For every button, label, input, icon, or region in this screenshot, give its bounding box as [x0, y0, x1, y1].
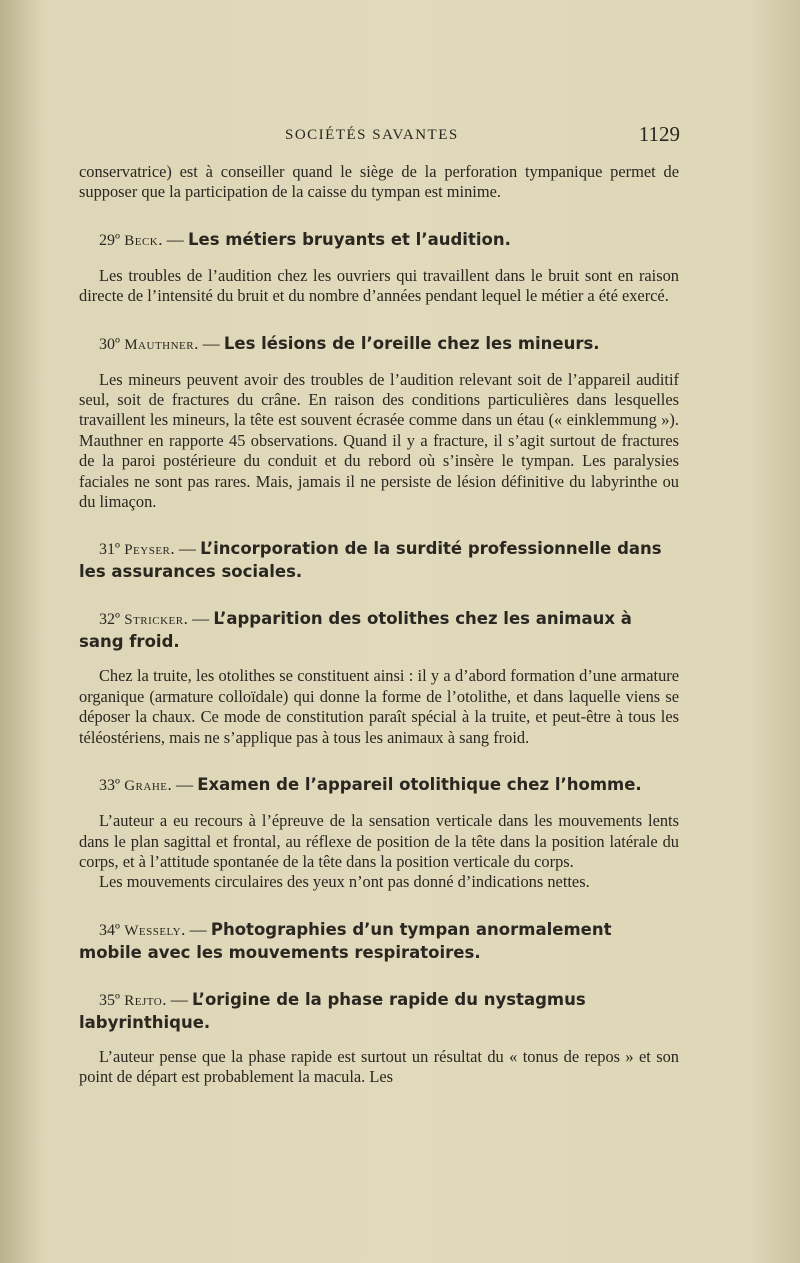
- section-author: Grahe: [124, 778, 168, 795]
- section-paragraph: Chez la truite, les otolithes se constituent ainsi : il y a d’abord formation d’une armature organique (armature colloïdale) qui donne la forme de l’otolithe, et dans laquelle viens se déposer la chaux. Ce mode de constitution paraît spécial à la truite, et peut-être à tous les téléostériens, mais ne s’applique pas à tous les animaux à sang froid.: [79, 666, 679, 747]
- section-heading: 31º Peyser. — L’incorporation de la surdité professionnelle dans les assurances sociales.: [79, 539, 662, 582]
- section-author: Peyser: [124, 542, 171, 559]
- section-title: Les métiers bruyants et l’audition.: [187, 229, 511, 249]
- section-heading: 34º Wessely. — Photographies d’un tympan anormalement mobile avec les mouvements respiratoires.: [79, 919, 612, 962]
- section-number: 33º: [99, 777, 120, 795]
- section-author: Mauthner: [124, 336, 195, 353]
- section-author: Stricker: [124, 612, 184, 629]
- section-paragraph: Les mouvements circulaires des yeux n’ont pas donné d’indications nettes.: [99, 872, 590, 892]
- section-title: L’apparition des otolithes chez les animaux à sang froid.: [79, 609, 632, 652]
- section-author: Wessely: [124, 922, 182, 939]
- section-title: L’origine de la phase rapide du nystagmus labyrinthique.: [79, 989, 586, 1032]
- section-heading: 33º Grahe. — Examen de l’appareil otolithique chez l’homme.: [99, 775, 642, 795]
- section-paragraph: Les troubles de l’audition chez les ouvriers qui travaillent dans le bruit sont en raison directe de l’intensité du bruit et du nombre d’années pendant lequel le métier a été exercé.: [79, 265, 679, 306]
- section-heading: 29º Beck. — Les métiers bruyants et l’audition.: [99, 229, 511, 249]
- section-number: 34º: [99, 921, 120, 939]
- section-number: 30º: [99, 335, 120, 353]
- sections-list: [79, 229, 679, 1088]
- intro-paragraph: conservatrice) est à conseiller quand le siège de la perforation tympanique permet de supposer que la participation de la caisse du tympan est minime.: [79, 162, 679, 202]
- section-paragraph: Les mineurs peuvent avoir des troubles de l’audition relevant soit de l’appareil auditif seul, soit de fractures du crâne. En raison des conditions particulières dans lesquelles travaillent les mineurs, la tête est souvent écrasée comme dans un étau (« einklemmung »). Mauthner en rapporte 45 observations. Quand il y a fracture, il s’agit surtout de fractures de la paroi postérieure du conduit et du rebord où s’insère le tympan. Les paralysies faciales ne sont pas rares. Mais, jamais il ne persiste de lésion définitive du labyrinthe ou du limaçon.: [79, 369, 679, 512]
- section-title: Les lésions de l’oreille chez les mineurs.: [223, 333, 600, 353]
- section-number: 31º: [99, 541, 120, 559]
- running-head: SOCIÉTÉS SAVANTES: [285, 127, 459, 143]
- section-author: Beck: [124, 232, 159, 249]
- page-number: 1129: [638, 122, 680, 146]
- section-title: Examen de l’appareil otolithique chez l’homme.: [197, 775, 642, 795]
- section-number: 32º: [99, 611, 120, 629]
- section-heading: 30º Mauthner. — Les lésions de l’oreille chez les mineurs.: [99, 333, 600, 353]
- section-title: L’incorporation de la surdité professionnelle dans les assurances sociales.: [79, 539, 662, 582]
- section-heading: 35º Rejto. — L’origine de la phase rapide du nystagmus labyrinthique.: [79, 989, 586, 1032]
- body-text: [79, 162, 679, 1088]
- section-title: Photographies d’un tympan anormalement mobile avec les mouvements respiratoires.: [79, 919, 612, 962]
- section-number: 29º: [99, 231, 120, 249]
- section-paragraph: L’auteur a eu recours à l’épreuve de la sensation verticale dans les mouvements lents dans le plan sagittal et frontal, au réflexe de position de la tête dans la position latérale du corps, et à l’attitude spontanée de la tête dans la position verticale du corps.: [79, 811, 679, 871]
- page-header: [80, 122, 680, 157]
- section-author: Rejto: [124, 992, 163, 1009]
- section-heading: 32º Stricker. — L’apparition des otolithes chez les animaux à sang froid.: [79, 609, 632, 652]
- section-number: 35º: [99, 991, 120, 1009]
- section-paragraph: L’auteur pense que la phase rapide est surtout un résultat du « tonus de repos » et son point de départ est probablement la macula. Les: [79, 1046, 679, 1087]
